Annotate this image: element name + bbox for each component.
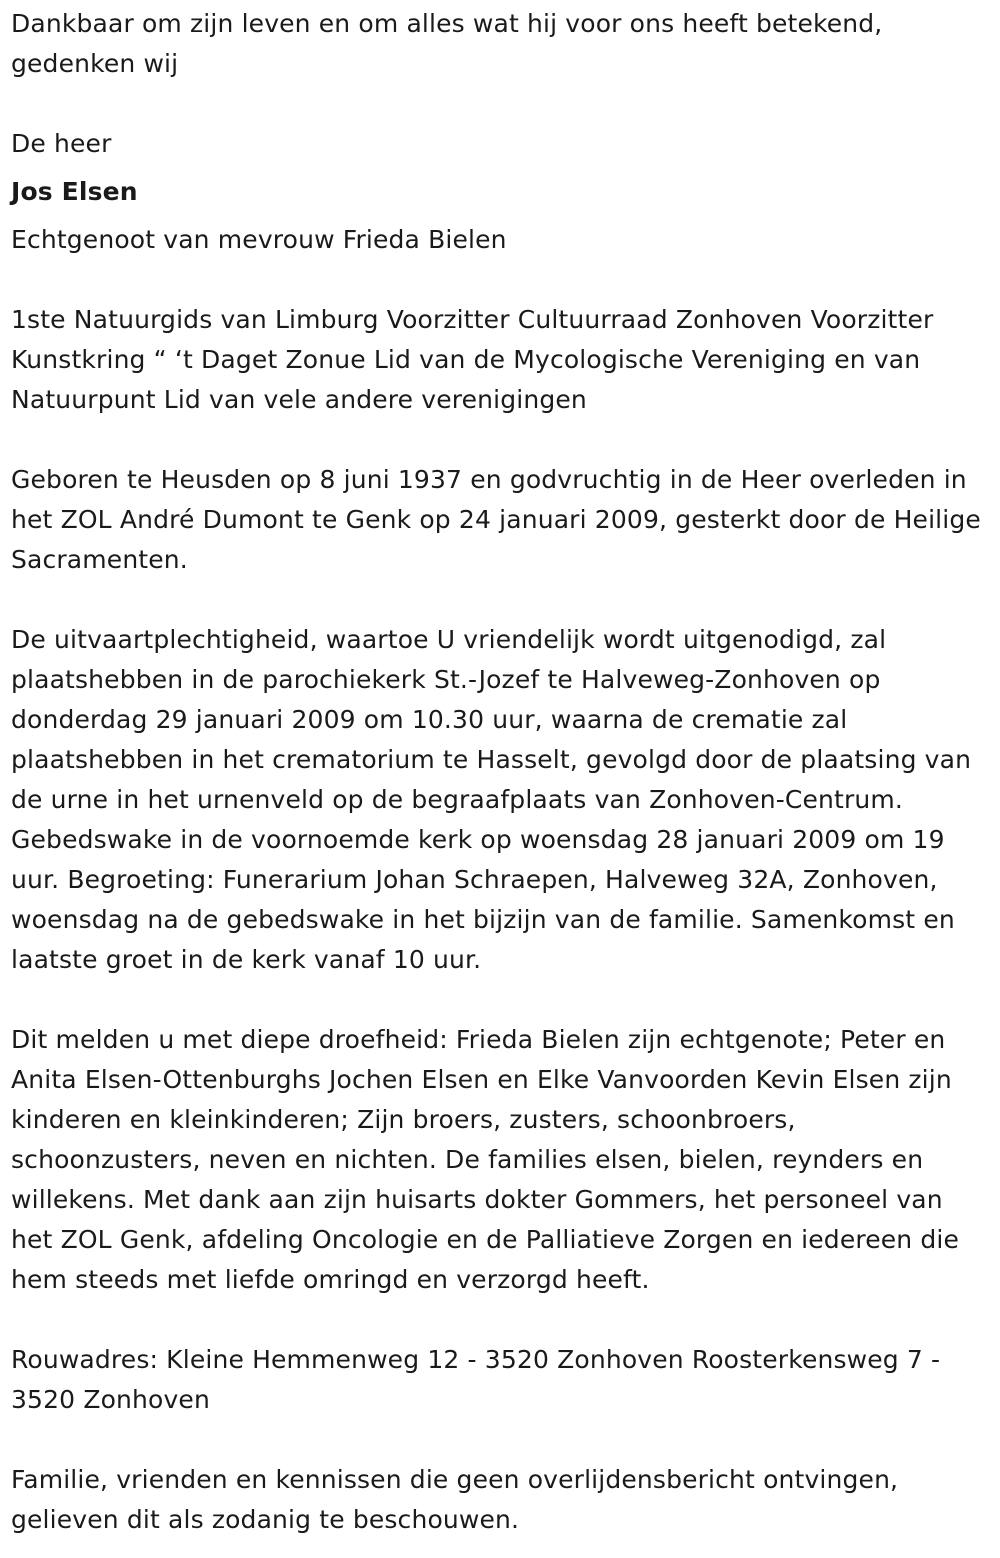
intro-text: Dankbaar om zijn leven en om alles wat hij voor ons heeft betekend, gedenken wij	[11, 9, 883, 78]
spacer	[11, 980, 988, 1020]
funeral-paragraph: De uitvaartplechtigheid, waartoe U vriendelijk wordt uitgenodigd, zal plaatshebben in de parochiekerk St.-Jozef te Halveweg-Zonhoven op donderdag 29 januari 2009 om 10.30 uur, waarna de crematie zal plaatshebben in het crematorium te Hasselt, gevolgd door de plaatsing van de urne in het urnenveld op de begraafplaats van Zonhoven-Centrum. Gebedswake in de voornoemde kerk op woensdag 28 januari 2009 om 19 uur. Begroeting: Funerarium Johan Schraepen, Halveweg 32A, Zonhoven, woensdag na de gebedswake in het bijzijn van de familie. Samenkomst en laatste groet in de kerk vanaf 10 uur.	[11, 625, 972, 974]
closing-paragraph: Familie, vrienden en kennissen die geen overlijdensbericht ontvingen, gelieven dit als zodanig te beschouwen.	[11, 1465, 899, 1534]
salutation: De heer	[11, 129, 112, 158]
deceased-name: Jos Elsen	[11, 177, 138, 206]
spacer	[11, 84, 988, 124]
birth-death-paragraph: Geboren te Heusden op 8 juni 1937 en godvruchtig in de Heer overleden in het ZOL André Dumont te Genk op 24 januari 2009, gesterkt door de Heilige Sacramenten.	[11, 465, 981, 574]
spacer	[11, 1300, 988, 1340]
roles-paragraph: 1ste Natuurgids van Limburg Voorzitter Cultuurraad Zonhoven Voorzitter Kunstkring “ ‘t Daget Zonue Lid van de Mycologische Vereniging en van Natuurpunt Lid van vele andere verenigingen	[11, 305, 934, 414]
address-paragraph: Rouwadres: Kleine Hemmenweg 12 - 3520 Zonhoven Roosterkensweg 7 - 3520 Zonhoven	[11, 1345, 941, 1414]
announcement-paragraph: Dit melden u met diepe droefheid: Frieda Bielen zijn echtgenote; Peter en Anita Elsen-Ottenburghs Jochen Elsen en Elke Vanvoorden Kevin Elsen zijn kinderen en kleinkinderen; Zijn broers, zusters, schoonbroers, schoonzusters, neven en nichten. De families elsen, bielen, reynders en willekens. Met dank aan zijn huisarts dokter Gommers, het personeel van het ZOL Genk, afdeling Oncologie en de Palliatieve Zorgen en iedereen die hem steeds met liefde omringd en verzorgd heeft.	[11, 1025, 960, 1294]
spacer	[11, 1420, 988, 1460]
spacer	[11, 420, 988, 460]
spacer	[11, 580, 988, 620]
spouse-line: Echtgenoot van mevrouw Frieda Bielen	[11, 225, 507, 254]
spacer	[11, 260, 988, 300]
